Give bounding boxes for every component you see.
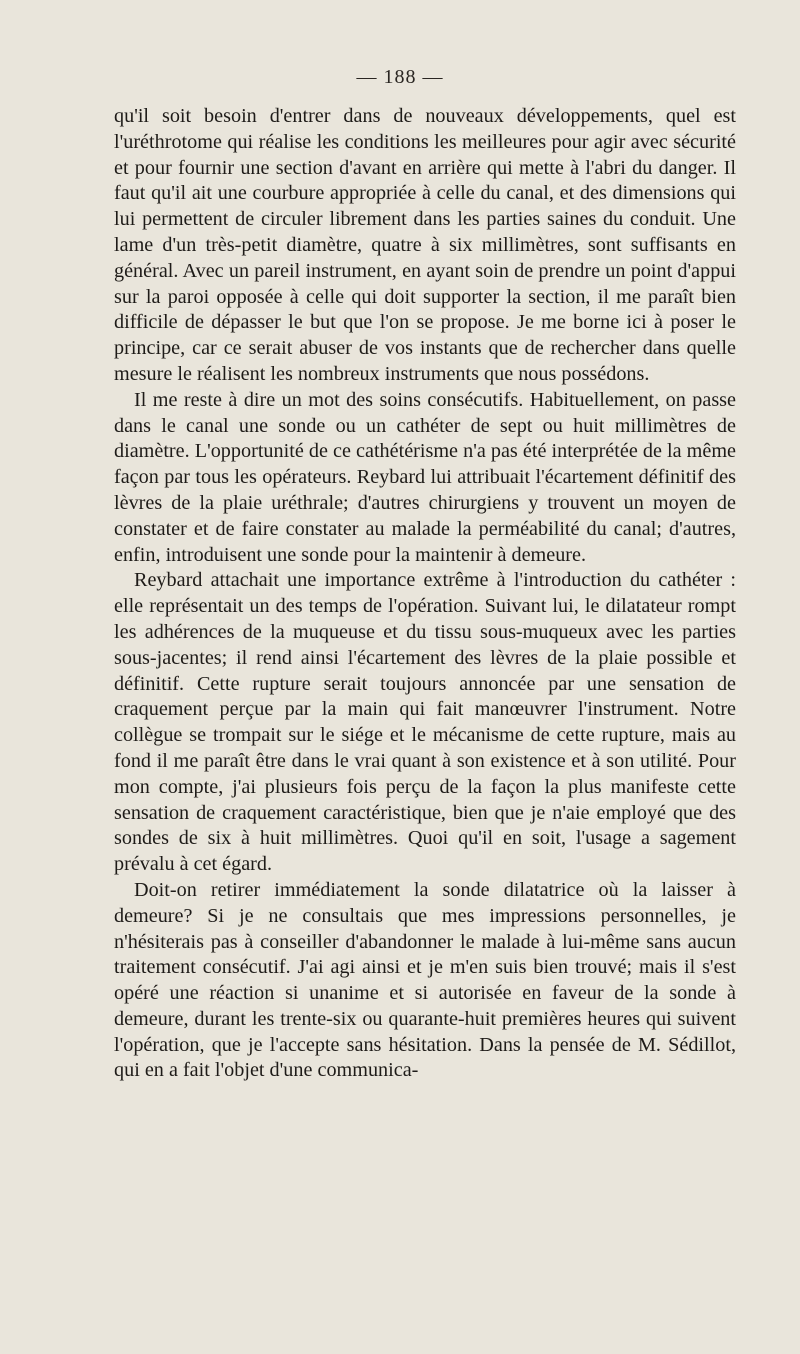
paragraph-continuation: qu'il soit besoin d'entrer dans de nouveaux développements, quel est l'uréthrotome qui réalise les conditions les meilleures pour agir avec sécurité et pour fournir une section d'avant en arrière qui mette à l'abri du danger. Il faut qu'il ait une courbure appropriée à celle du canal, et des dimensions qui lui permettent de circuler librement dans les parties saines du conduit. Une lame d'un très-petit diamètre, quatre à six millimètres, sont suffisants en général. Avec un pareil instrument, en ayant soin de prendre un point d'appui sur la paroi opposée à celle qui doit supporter la section, il me paraît bien difficile de dépasser le but que l'on se propose. Je me borne ici à poser le principe, car ce serait abuser de vos instants que de rechercher dans quelle mesure le réalisent les nombreux instruments que nous possédons. (114, 105, 736, 385)
paragraph-soins-consecutifs: Il me reste à dire un mot des soins consécutifs. Habituellement, on passe dans le canal une sonde ou un cathéter de sept ou huit millimètres de diamètre. L'opportunité de ce cathétérisme n'a pas été interprétée de la même façon par tous les opérateurs. Reybard lui attribuait l'écartement définitif des lèvres de la plaie uréthrale; d'autres chirurgiens y trouvent un moyen de constater et de faire constater au malade la perméabilité du canal; d'autres, enfin, introduisent une sonde pour la maintenir à demeure. (114, 388, 736, 566)
paragraph-reybard-catheter: Reybard attachait une importance extrême à l'introduction du cathéter : elle représentait un des temps de l'opération. Suivant lui, le dilatateur rompt les adhérences de la muqueuse et du tissu sous-muqueux avec les parties sous-jacentes; il rend ainsi l'écartement des lèvres de la plaie possible et définitif. Cette rupture serait toujours annoncée par une sensation de craquement perçue par la main qui fait manœuvrer l'instrument. Notre collègue se trompait sur le siége et le mécanisme de cette rupture, mais au fond il me paraît être dans le vrai quant à son existence et à son utilité. Pour mon compte, j'ai plusieurs fois perçu de la façon la plus manifeste cette sensation de craquement caractéristique, bien que je n'aie employé que des sondes de six à huit millimètres. Quoi qu'il en soit, l'usage a sagement prévalu à cet égard. (114, 569, 736, 876)
page-number: — 188 — (356, 66, 444, 88)
body-text (114, 104, 736, 1084)
paragraph-sonde-a-demeure: Doit-on retirer immédiatement la sonde dilatatrice où la laisser à demeure? Si je ne consultais que mes impressions personnelles, je n'hésiterais pas à conseiller d'abandonner le malade à lui-même sans aucun traitement consécutif. J'ai agi ainsi et je m'en suis bien trouvé; mais il s'est opéré une réaction si unanime et si autorisée en faveur de la sonde à demeure, durant les trente-six ou quarante-huit premières heures qui suivent l'opération, que je l'accepte sans hésitation. Dans la pensée de M. Sédillot, qui en a fait l'objet d'une communica- (114, 878, 736, 1082)
